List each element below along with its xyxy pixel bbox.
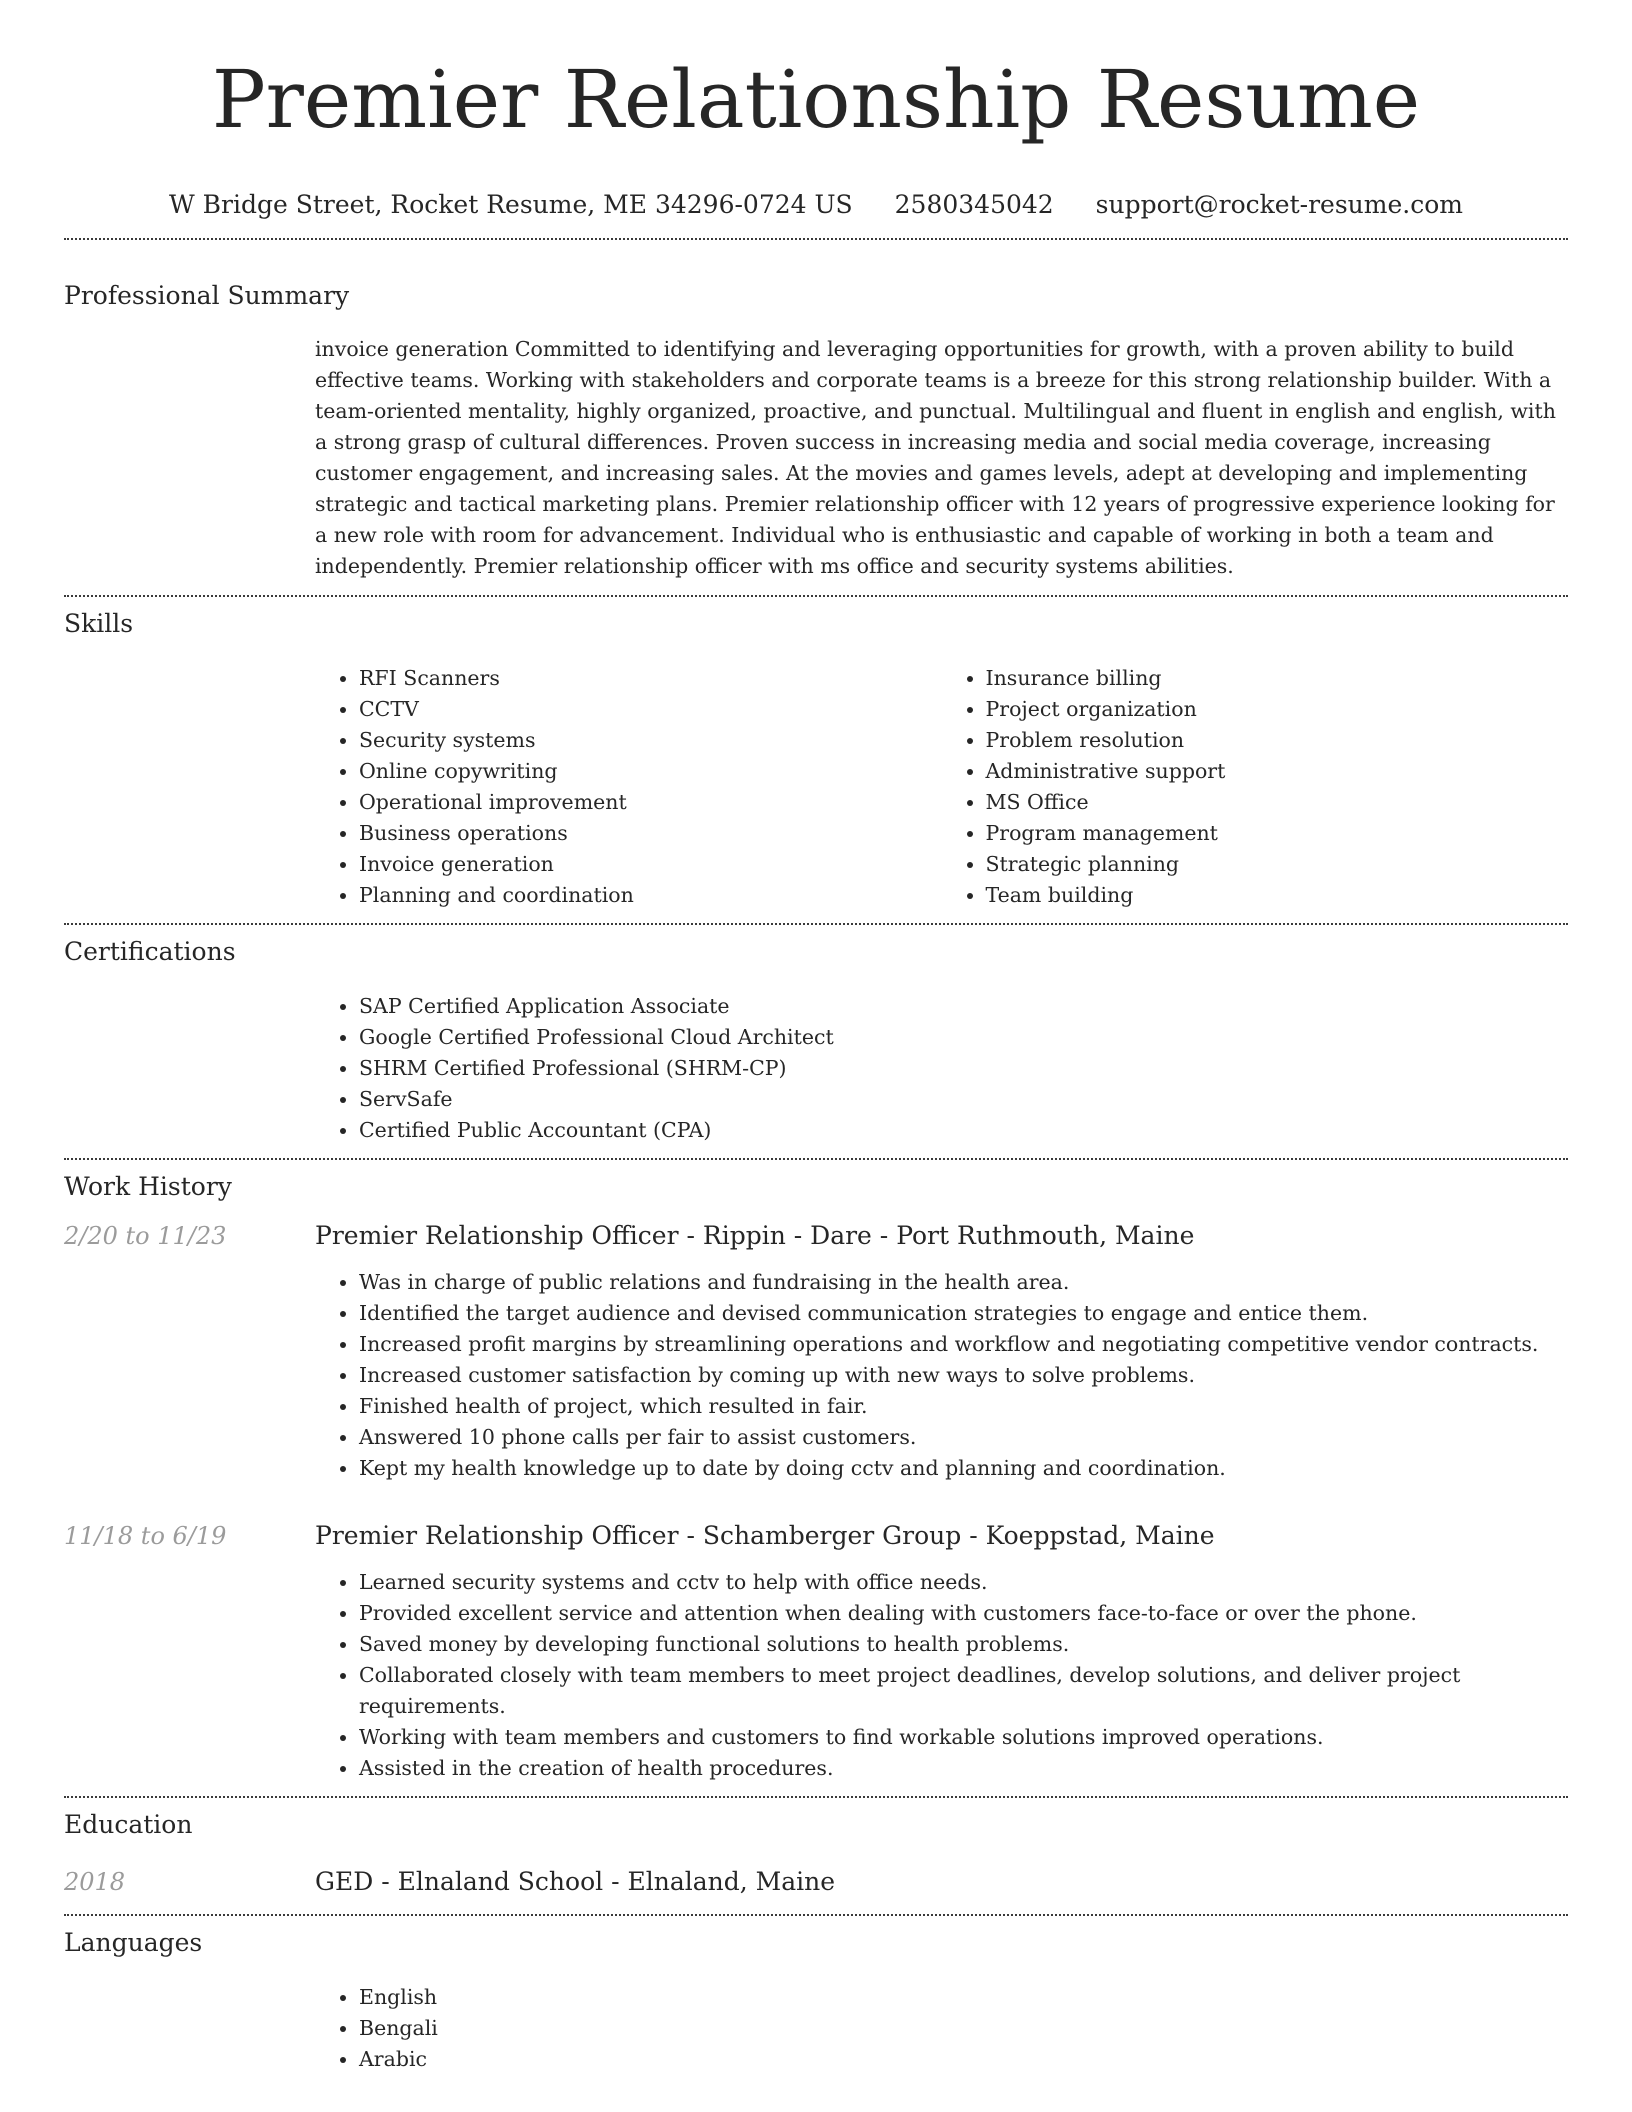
language-item: • English [359,1982,1568,2013]
skill-item: • Project organization [986,694,1569,725]
skill-item: • RFI Scanners [359,663,942,694]
certification-item: • Certified Public Accountant (CPA) [359,1115,1568,1146]
job-bullet: • Provided excellent service and attention when dealing with customers face-to-face or over the phone. [359,1598,1568,1629]
job-entry [64,1520,1568,1796]
language-item: • Arabic [359,2044,1568,2075]
job-bullet: • Was in charge of public relations and fundraising in the health area. [359,1267,1568,1298]
skill-item: • CCTV [359,694,942,725]
job-bullet: • Finished health of project, which resulted in fair. [359,1391,1568,1422]
job-entry [64,1220,1568,1484]
section-heading-certifications: Certifications [64,937,236,966]
job-dates: 2/20 to 11/23 [64,1222,227,1250]
job-bullets [315,1567,1568,1796]
languages-section [64,1916,1568,2075]
job-bullet: • Collaborated closely with team members to meet project deadlines, develop solutions, and deliver project requirements. [359,1660,1568,1722]
job-bullet: • Increased profit margins by streamlining operations and workflow and negotiating competitive vendor contracts. [359,1329,1568,1360]
education-entry [64,1866,1568,1914]
job-bullet: • Kept my health knowledge up to date by doing cctv and planning and coordination. [359,1453,1568,1484]
job-bullet: • Increased customer satisfaction by coming up with new ways to solve problems. [359,1360,1568,1391]
job-bullet: • Identified the target audience and devised communication strategies to engage and entice them. [359,1298,1568,1329]
job-bullet: • Learned security systems and cctv to help with office needs. [359,1567,1568,1598]
education-section [64,1798,1568,1914]
summary-section [64,240,1568,595]
skill-item: • Operational improvement [359,787,942,818]
section-heading-languages: Languages [64,1928,203,1957]
job-dates: 11/18 to 6/19 [64,1522,227,1550]
contact-address: W Bridge Street, Rocket Resume, ME 34296-0724 US [169,190,853,219]
skills-list-right [942,663,1569,911]
job-bullet: • Answered 10 phone calls per fair to assist customers. [359,1422,1568,1453]
certifications-content [315,991,1568,1158]
languages-content [315,1982,1568,2075]
section-heading-skills: Skills [64,609,134,638]
summary-text: invoice generation Committed to identifying and leveraging opportunities for growth, with a proven ability to build effective teams. Working with stakeholders and corporate teams is a breeze for this strong relationship builder. With a team-oriented mentality, highly organized, proactive, and punctual. Multilingual and fluent in english and english, with a strong grasp of cultural differences. Proven success in increasing media and social media coverage, increasing customer engagement, and increasing sales. At the movies and games levels, adept at developing and implementing strategic and tactical marketing plans. Premier relationship officer with 12 years of progressive experience looking for a new role with room for advancement. Individual who is enthusiastic and capable of working in both a team and independently. Premier relationship officer with ms office and security systems abilities. [315,337,1556,578]
language-item: • Bengali [359,2013,1568,2044]
section-heading-work: Work History [64,1172,232,1201]
resume-title: Premier Relationship Resume [211,53,1421,146]
skill-item: • Planning and coordination [359,880,942,911]
work-section [64,1160,1568,1796]
job-title: Premier Relationship Officer - Rippin - Dare - Port Ruthmouth, Maine [315,1221,1195,1250]
languages-list [315,1982,1568,2075]
skill-item: • Insurance billing [986,663,1569,694]
skills-list-left [315,663,942,911]
certification-item: • Google Certified Professional Cloud Architect [359,1022,1568,1053]
skills-grid [315,663,1568,923]
job-bullet: • Working with team members and customers to find workable solutions improved operations. [359,1722,1568,1753]
skill-item: • Strategic planning [986,849,1569,880]
job-header [64,1220,1568,1252]
job-bullet: • Assisted in the creation of health procedures. [359,1753,1568,1784]
skill-item: • Administrative support [986,756,1569,787]
skill-item: • Problem resolution [986,725,1569,756]
summary-content [315,334,1568,595]
skill-item: • Security systems [359,725,942,756]
certification-item: • SAP Certified Application Associate [359,991,1568,1022]
section-heading-summary: Professional Summary [64,281,350,310]
skill-item: • Business operations [359,818,942,849]
certifications-section [64,925,1568,1158]
job-bullet-list [315,1267,1568,1484]
skills-section [64,597,1568,923]
education-title: GED - Elnaland School - Elnaland, Maine [315,1867,836,1896]
job-bullets [315,1267,1568,1484]
job-title: Premier Relationship Officer - Schamberger Group - Koeppstad, Maine [315,1521,1215,1550]
education-date: 2018 [64,1868,126,1896]
job-bullet: • Saved money by developing functional solutions to health problems. [359,1629,1568,1660]
contact-line [64,188,1568,222]
certifications-list [315,991,1568,1146]
certification-item: • ServSafe [359,1084,1568,1115]
skill-item: • Team building [986,880,1569,911]
section-heading-education: Education [64,1810,193,1839]
skill-item: • Invoice generation [359,849,942,880]
job-bullet-list [315,1567,1568,1784]
skill-item: • MS Office [986,787,1569,818]
job-header [64,1520,1568,1552]
certification-item: • SHRM Certified Professional (SHRM-CP) [359,1053,1568,1084]
skill-item: • Program management [986,818,1569,849]
contact-email: support@rocket-resume.com [1095,190,1463,219]
skill-item: • Online copywriting [359,756,942,787]
contact-phone: 2580345042 [894,190,1054,219]
